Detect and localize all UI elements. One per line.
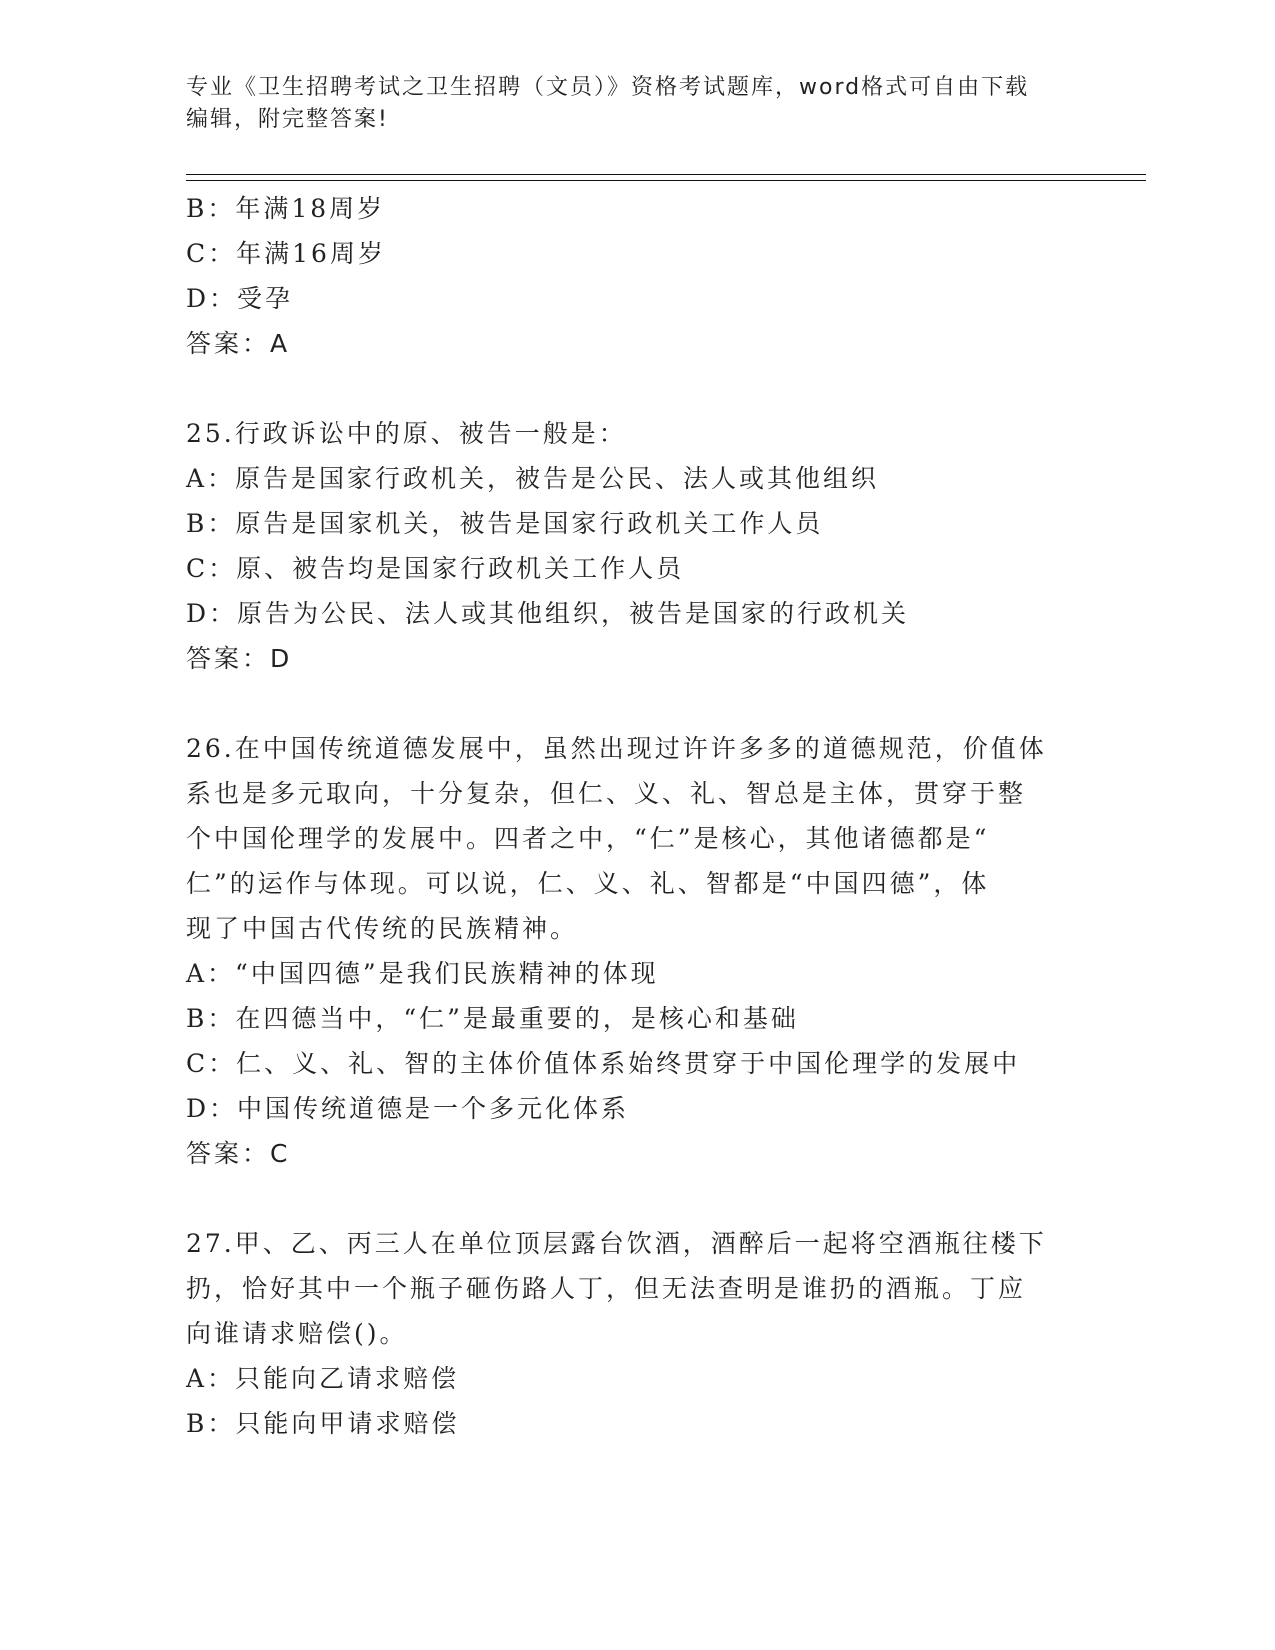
option-d: D：受孕 [186,284,294,313]
question-stem-line: 26.在中国传统道德发展中，虽然出现过许许多多的道德规范，价值体 [186,734,1047,763]
question-27 [186,1221,1086,1446]
option-a: A：只能向乙请求赔偿 [186,1364,460,1393]
option-a: A：“中国四德”是我们民族精神的体现 [186,959,659,988]
question-24-tail [186,186,1086,366]
question-stem-line: 扔，恰好其中一个瓶子砸伤路人丁，但无法查明是谁扔的酒瓶。丁应 [186,1274,1027,1303]
question-stem-line: 个中国伦理学的发展中。四者之中，“仁”是核心，其他诸德都是“ [186,824,990,853]
option-c: C：原、被告均是国家行政机关工作人员 [186,554,685,583]
question-stem-line: 现了中国古代传统的民族精神。 [186,914,579,943]
option-b: B：在四德当中，“仁”是最重要的，是核心和基础 [186,1004,799,1033]
question-stem-line: 向谁请求赔偿()。 [186,1319,408,1348]
question-25 [186,411,1086,681]
option-c: C：年满16周岁 [186,239,386,268]
header-line-2: 编辑，附完整答案! [186,107,389,132]
question-spacer [186,681,1086,726]
option-b: B：只能向甲请求赔偿 [186,1409,460,1438]
option-b: B：原告是国家机关，被告是国家行政机关工作人员 [186,509,824,538]
question-26 [186,726,1086,1176]
page-header [186,72,1066,136]
answer-line: 答案：D [186,644,293,673]
option-c: C：仁、义、礼、智的主体价值体系始终贯穿于中国伦理学的发展中 [186,1049,1021,1078]
answer-line: 答案：A [186,329,291,358]
question-list [186,186,1086,1446]
question-spacer [186,1176,1086,1221]
answer-line: 答案：C [186,1139,291,1168]
option-d: D：中国传统道德是一个多元化体系 [186,1094,630,1123]
question-spacer [186,366,1086,411]
question-stem-line: 仁”的运作与体现。可以说，仁、义、礼、智都是“中国四德”，体 [186,869,990,898]
option-b: B：年满18周岁 [186,194,386,223]
header-divider-bottom [186,180,1146,181]
option-a: A：原告是国家行政机关，被告是公民、法人或其他组织 [186,464,880,493]
question-stem: 25.行政诉讼中的原、被告一般是： [186,419,627,448]
header-divider-top [186,174,1146,175]
option-d: D：原告为公民、法人或其他组织，被告是国家的行政机关 [186,599,910,628]
question-stem-line: 27.甲、乙、丙三人在单位顶层露台饮酒，酒醉后一起将空酒瓶往楼下 [186,1229,1047,1258]
header-line-1: 专业《卫生招聘考试之卫生招聘（文员）》资格考试题库，word格式可自由下载 [186,75,1030,100]
question-stem-line: 系也是多元取向，十分复杂，但仁、义、礼、智总是主体，贯穿于整 [186,779,1027,808]
